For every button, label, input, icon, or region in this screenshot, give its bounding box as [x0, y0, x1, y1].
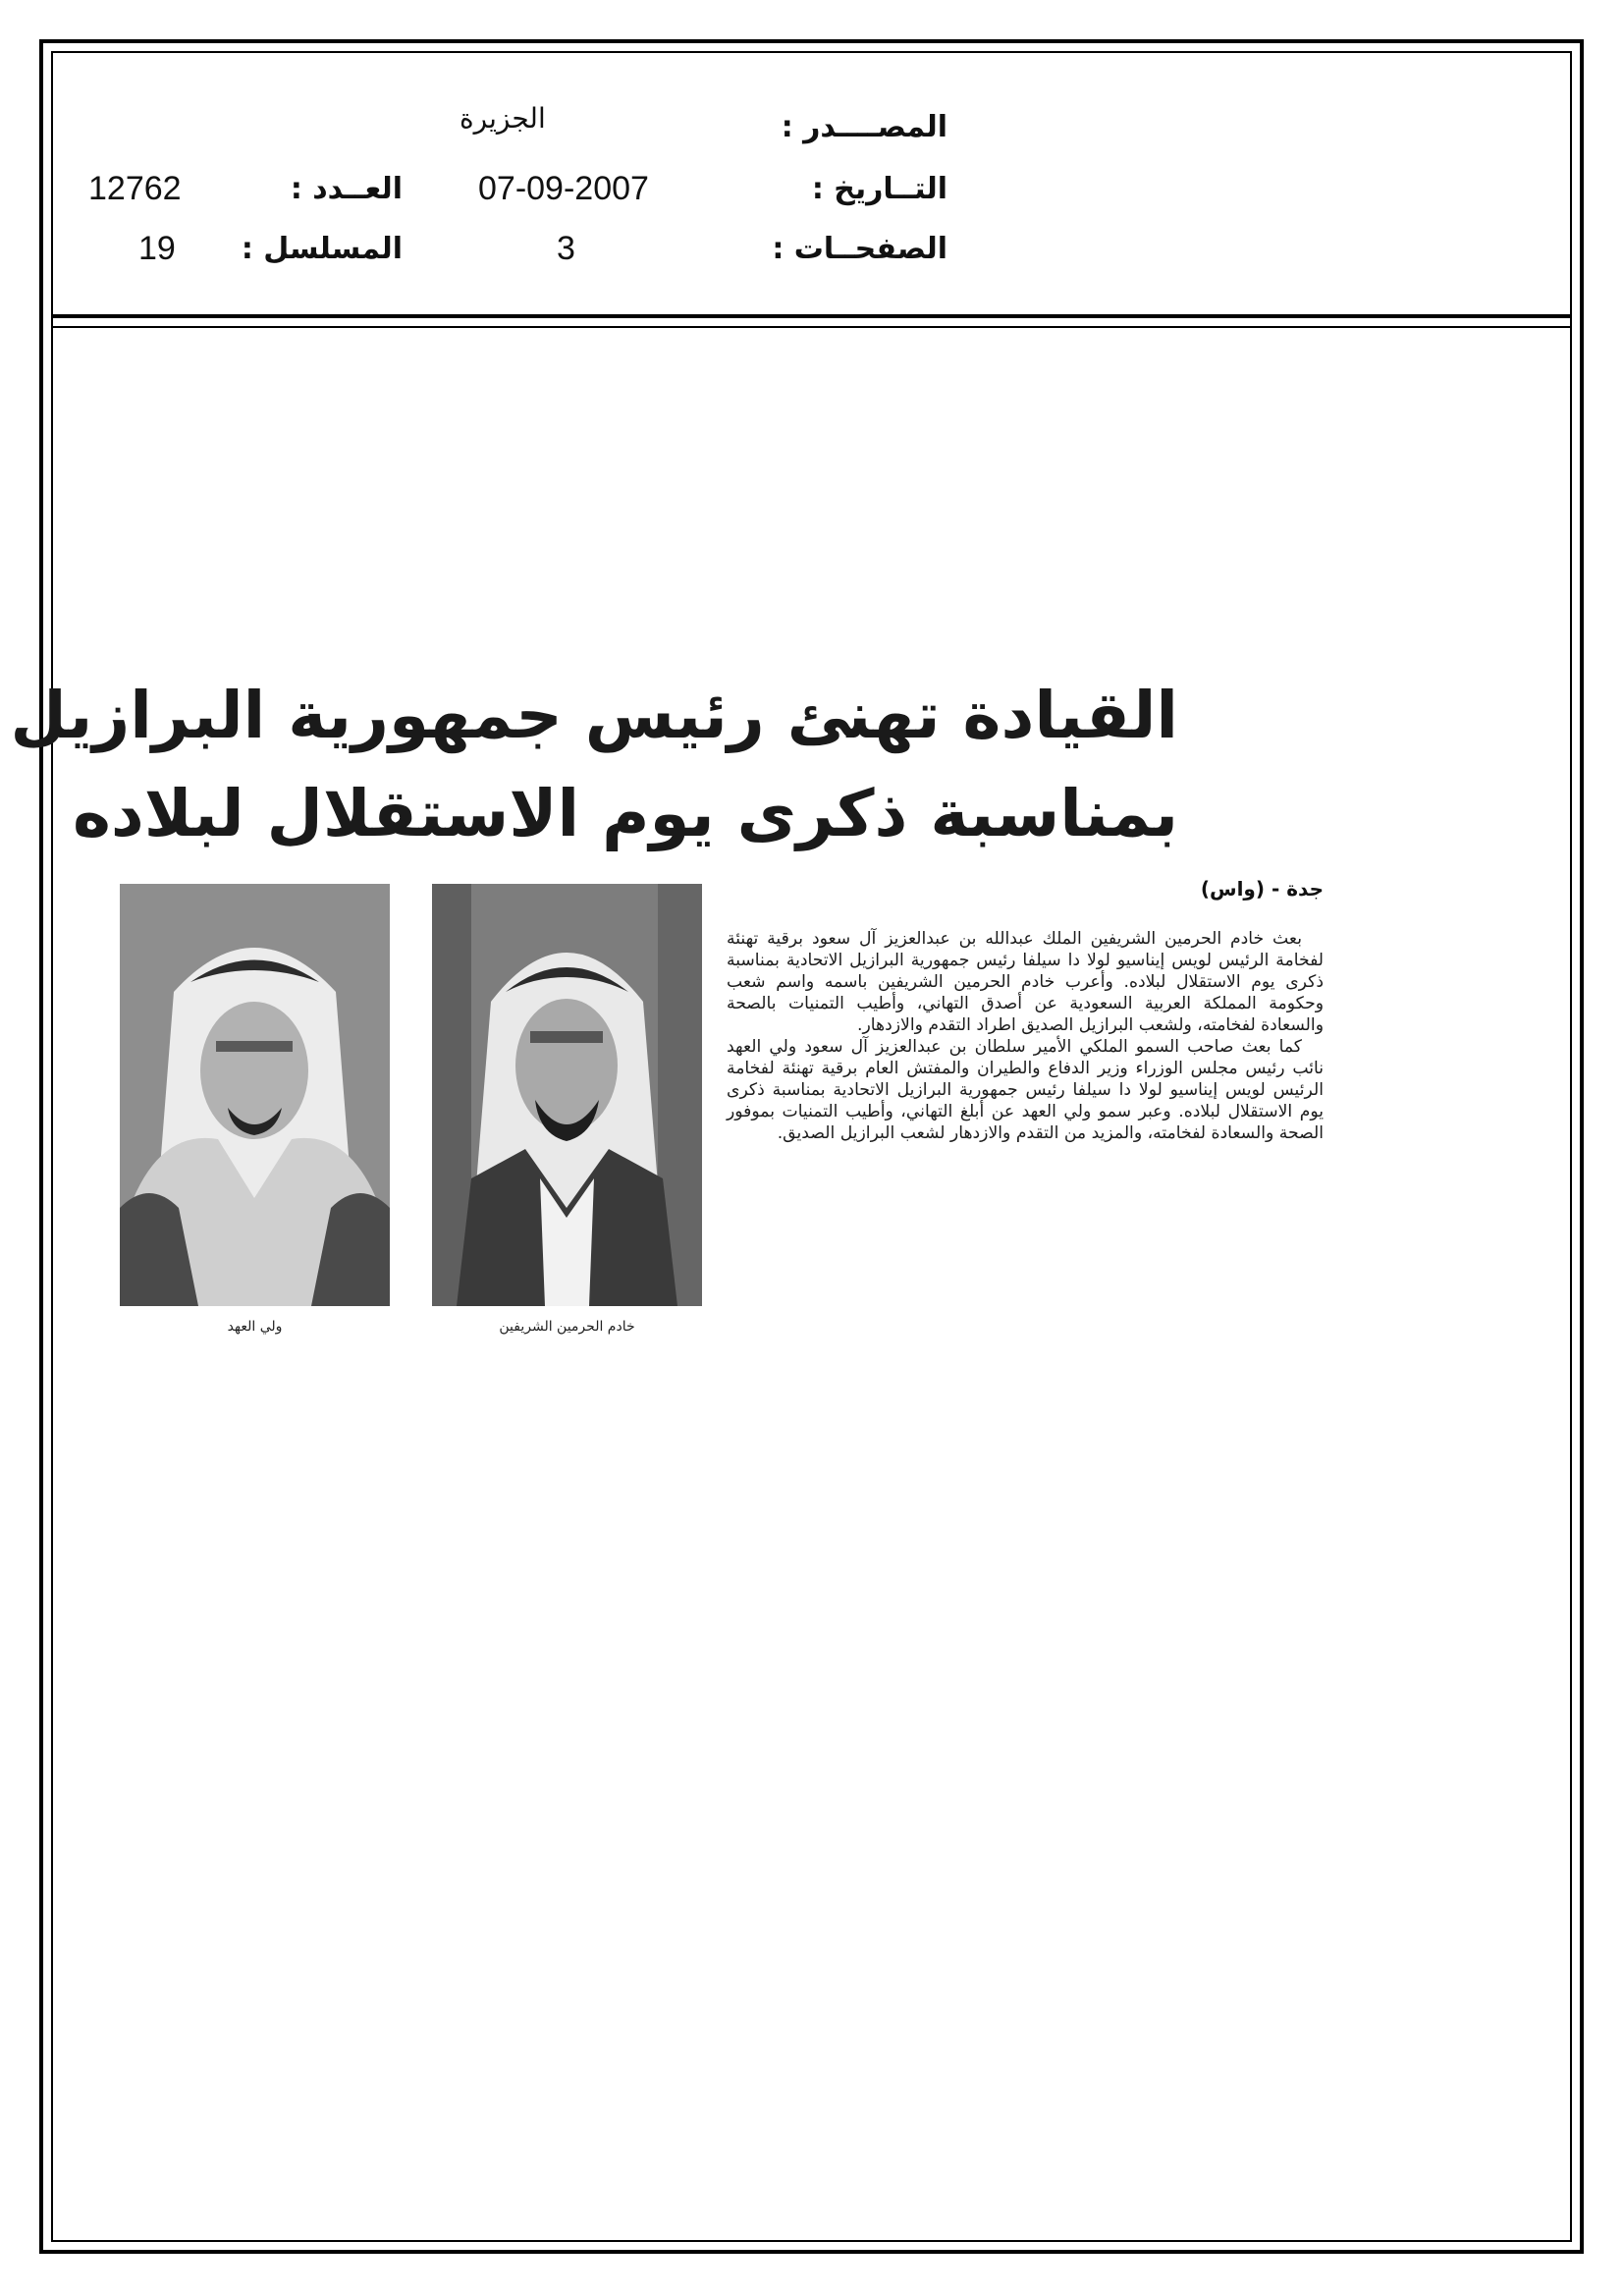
header-divider-thin [51, 326, 1572, 328]
issue-label: العــدد : [290, 172, 403, 206]
pages-value: 3 [557, 230, 575, 267]
dateline: جدة - (واس) [1200, 877, 1324, 901]
portrait-king-image [432, 884, 702, 1306]
serial-label: المسلسل : [241, 232, 403, 266]
article-paragraph-2: كما بعث صاحب السمو الملكي الأمير سلطان بن عبدالعزيز آل سعود ولي العهد نائب رئيس مجلس الوزراء وزير الدفاع والطيران والمفتش العام برقية تهنئة لفخامة الرئيس لويس إيناسيو لولا دا سيلفا رئيس جمهورية البرازيل الاتحادية بمناسبة ذكرى يوم الاستقلال لبلاده. وعبر سمو ولي العهد عن أبلغ التهاني، وأطيب التمنيات بموفور الصحة والسعادة لفخامته، والمزيد من التقدم والازدهار لشعب البرازيل الصديق. [727, 1037, 1324, 1143]
date-label: التــاريخ : [811, 172, 947, 206]
source-value: الجزيرة [460, 102, 546, 135]
headline-line-1: القيادة تهنئ رئيس جمهورية البرازيل [10, 678, 1178, 753]
serial-value: 19 [138, 230, 176, 267]
portrait-crown-prince-image [120, 884, 390, 1306]
photo-crown-prince [120, 884, 390, 1306]
pages-label: الصفحــات : [772, 232, 947, 266]
header-divider [51, 314, 1572, 318]
caption-crown-prince: ولي العهد [227, 1319, 283, 1335]
issue-value: 12762 [88, 170, 182, 207]
source-label: المصــــدر : [781, 110, 947, 144]
date-value: 07-09-2007 [478, 170, 649, 207]
article-paragraph-1: بعث خادم الحرمين الشريفين الملك عبدالله بن عبدالعزيز آل سعود برقية تهنئة لفخامة الرئيس لويس إيناسيو لولا دا سيلفا رئيس جمهورية البرازيل الاتحادية بمناسبة ذكرى يوم الاستقلال لبلاده. وأعرب خادم الحرمين الشريفين باسمه واسم شعب وحكومة المملكة العربية السعودية عن أصدق التهاني، وأطيب التمنيات بالصحة والسعادة لفخامته، ولشعب البرازيل الصديق اطراد التقدم والازدهار. [727, 929, 1324, 1035]
photo-king [432, 884, 702, 1306]
headline-line-2: بمناسبة ذكرى يوم الاستقلال لبلاده [72, 776, 1178, 851]
caption-king: خادم الحرمين الشريفين [499, 1319, 635, 1335]
article-body [727, 928, 1324, 1144]
